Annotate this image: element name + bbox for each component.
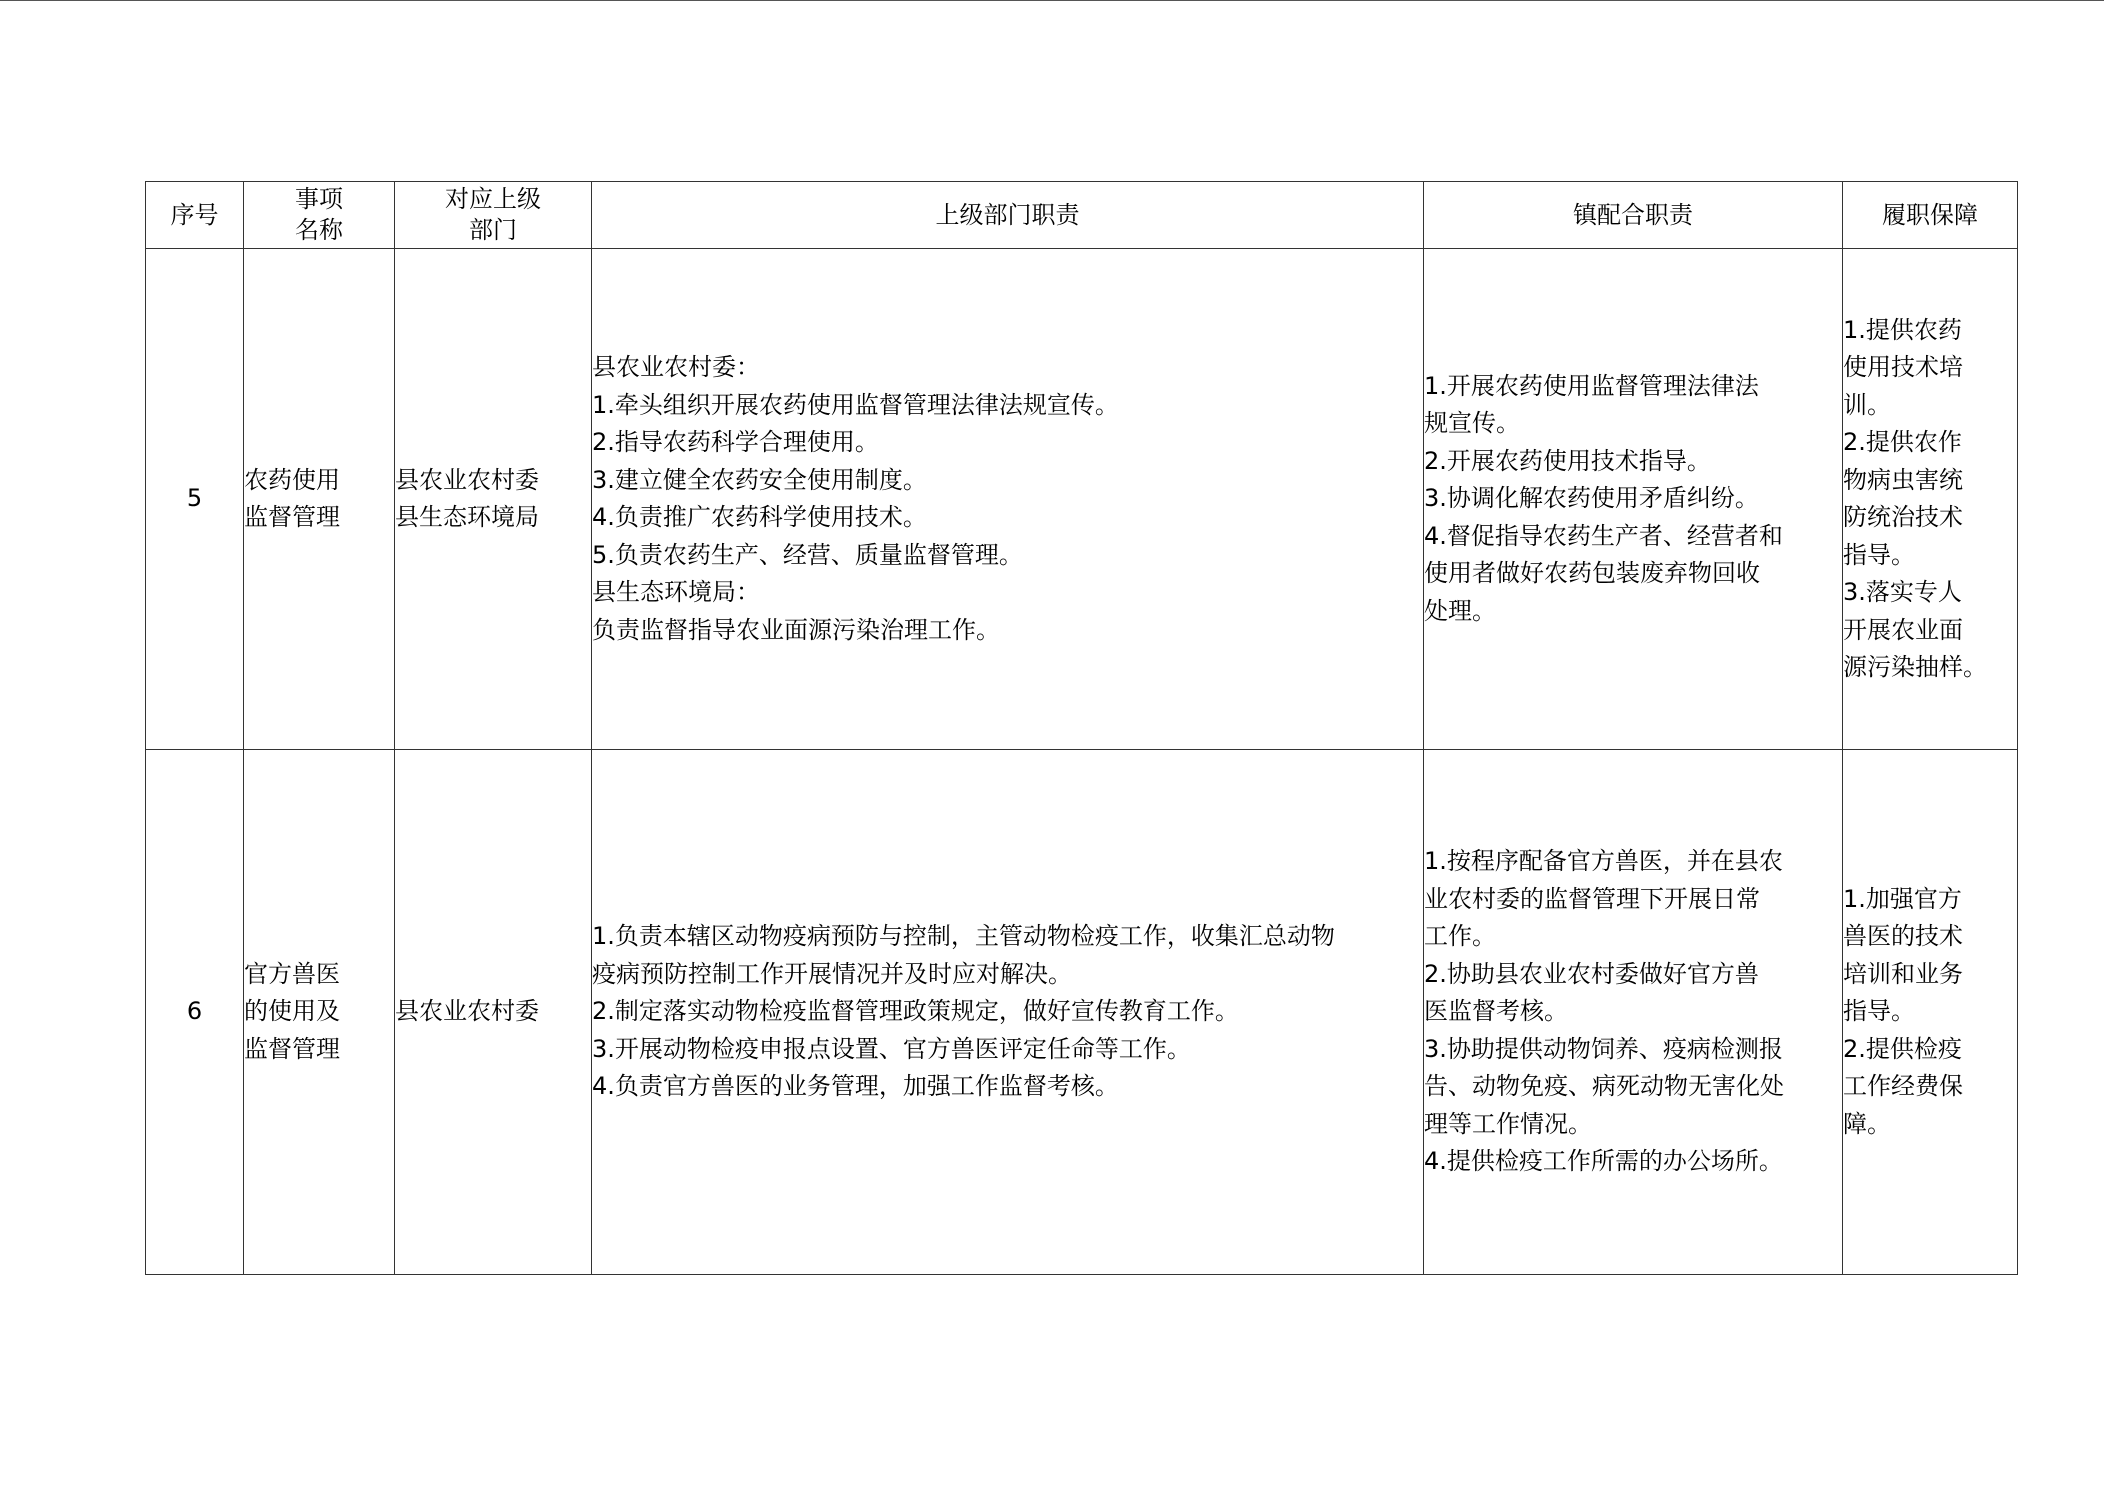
duty-table [145, 181, 2018, 1275]
cell-guarantee: 1.加强官方 兽医的技术 培训和业务 指导。 2.提供检疫 工作经费保 障。 [1843, 750, 2018, 1275]
table-row [146, 750, 2018, 1275]
cell-no: 6 [146, 750, 244, 1275]
cell-upper-duty: 县农业农村委： 1.牵头组织开展农药使用监督管理法律法规宣传。 2.指导农药科学合理使用。 3.建立健全农药安全使用制度。 4.负责推广农药科学使用技术。 5.负责农药生产、经营、质量监督管理。 县生态环境局： 负责监督指导农业面源污染治理工作。 [592, 249, 1424, 750]
cell-upper-dept: 县农业农村委 县生态环境局 [395, 249, 592, 750]
header-upper-dept: 对应上级 部门 [395, 182, 592, 249]
cell-guarantee: 1.提供农药 使用技术培 训。 2.提供农作 物病虫害统 防统治技术 指导。 3.落实专人 开展农业面 源污染抽样。 [1843, 249, 2018, 750]
header-item-name: 事项 名称 [244, 182, 395, 249]
cell-upper-dept: 县农业农村委 [395, 750, 592, 1275]
header-town-duty: 镇配合职责 [1424, 182, 1843, 249]
cell-no: 5 [146, 249, 244, 750]
header-guarantee: 履职保障 [1843, 182, 2018, 249]
cell-upper-duty: 1.负责本辖区动物疫病预防与控制，主管动物检疫工作，收集汇总动物 疫病预防控制工作开展情况并及时应对解决。 2.制定落实动物检疫监督管理政策规定，做好宣传教育工作。 3.开展动物检疫申报点设置、官方兽医评定任命等工作。 4.负责官方兽医的业务管理，加强工作监督考核。 [592, 750, 1424, 1275]
page-top-border [0, 0, 2104, 1]
cell-item-name: 农药使用 监督管理 [244, 249, 395, 750]
header-upper-duty: 上级部门职责 [592, 182, 1424, 249]
cell-town-duty: 1.按程序配备官方兽医，并在县农 业农村委的监督管理下开展日常 工作。 2.协助县农业农村委做好官方兽 医监督考核。 3.协助提供动物饲养、疫病检测报 告、动物免疫、病死动物无害化处 理等工作情况。 4.提供检疫工作所需的办公场所。 [1424, 750, 1843, 1275]
cell-item-name: 官方兽医 的使用及 监督管理 [244, 750, 395, 1275]
table-row [146, 249, 2018, 750]
header-no: 序号 [146, 182, 244, 249]
cell-town-duty: 1.开展农药使用监督管理法律法 规宣传。 2.开展农药使用技术指导。 3.协调化解农药使用矛盾纠纷。 4.督促指导农药生产者、经营者和 使用者做好农药包装废弃物回收 处理。 [1424, 249, 1843, 750]
table-header-row [146, 182, 2018, 249]
